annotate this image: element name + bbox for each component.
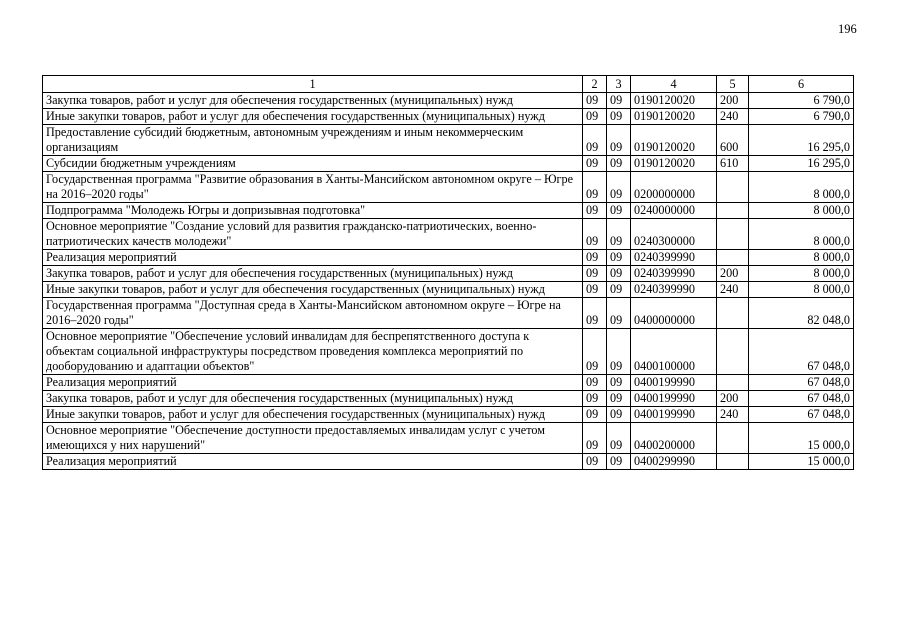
row-name: Реализация мероприятий xyxy=(43,454,583,470)
row-code-expense-type: 600 xyxy=(717,125,749,156)
table-header-row xyxy=(43,76,854,93)
row-code-subsection: 09 xyxy=(607,282,631,298)
page-number: 196 xyxy=(838,22,857,36)
table-body xyxy=(43,93,854,470)
table-row xyxy=(43,250,854,266)
row-amount: 8 000,0 xyxy=(749,250,854,266)
row-name: Основное мероприятие "Обеспечение условий инвалидам для беспрепятственного доступа к объектам социальной инфраструктуры посредством проведения комплекса мероприятий по дооборудованию и адаптации объектов" xyxy=(43,329,583,375)
row-code-expense-type xyxy=(717,250,749,266)
row-code-target: 0240399990 xyxy=(631,250,717,266)
row-amount: 6 790,0 xyxy=(749,93,854,109)
table-row xyxy=(43,282,854,298)
row-name: Государственная программа "Развитие образования в Ханты-Мансийском автономном округе – Югре на 2016–2020 годы" xyxy=(43,172,583,203)
row-amount: 8 000,0 xyxy=(749,203,854,219)
row-code-target: 0190120020 xyxy=(631,93,717,109)
column-header-1: 1 xyxy=(43,76,583,93)
row-code-target: 0400200000 xyxy=(631,423,717,454)
row-code-expense-type: 200 xyxy=(717,93,749,109)
row-code-section: 09 xyxy=(583,454,607,470)
row-code-expense-type: 240 xyxy=(717,109,749,125)
table-row xyxy=(43,407,854,423)
row-name: Подпрограмма "Молодежь Югры и допризывная подготовка" xyxy=(43,203,583,219)
row-code-expense-type xyxy=(717,454,749,470)
row-name: Закупка товаров, работ и услуг для обеспечения государственных (муниципальных) нужд xyxy=(43,93,583,109)
row-code-section: 09 xyxy=(583,391,607,407)
column-header-2: 2 xyxy=(583,76,607,93)
table-row xyxy=(43,375,854,391)
row-code-section: 09 xyxy=(583,219,607,250)
row-code-section: 09 xyxy=(583,423,607,454)
row-code-section: 09 xyxy=(583,109,607,125)
row-code-section: 09 xyxy=(583,329,607,375)
row-code-section: 09 xyxy=(583,125,607,156)
budget-table xyxy=(42,75,854,470)
row-code-subsection: 09 xyxy=(607,156,631,172)
row-name: Основное мероприятие "Создание условий для развития гражданско-патриотических, военно-патриотических качеств молодежи" xyxy=(43,219,583,250)
row-amount: 67 048,0 xyxy=(749,391,854,407)
row-name: Закупка товаров, работ и услуг для обеспечения государственных (муниципальных) нужд xyxy=(43,391,583,407)
row-code-expense-type xyxy=(717,203,749,219)
row-code-section: 09 xyxy=(583,282,607,298)
table-row xyxy=(43,156,854,172)
row-code-section: 09 xyxy=(583,375,607,391)
row-code-expense-type xyxy=(717,172,749,203)
column-header-4: 4 xyxy=(631,76,717,93)
row-code-expense-type xyxy=(717,298,749,329)
row-amount: 82 048,0 xyxy=(749,298,854,329)
row-code-target: 0200000000 xyxy=(631,172,717,203)
row-amount: 67 048,0 xyxy=(749,407,854,423)
row-code-expense-type: 240 xyxy=(717,407,749,423)
row-code-expense-type: 200 xyxy=(717,391,749,407)
row-code-section: 09 xyxy=(583,250,607,266)
row-code-subsection: 09 xyxy=(607,298,631,329)
row-name: Предоставление субсидий бюджетным, автономным учреждениям и иным некоммерческим организациям xyxy=(43,125,583,156)
row-code-subsection: 09 xyxy=(607,109,631,125)
row-name: Иные закупки товаров, работ и услуг для обеспечения государственных (муниципальных) нужд xyxy=(43,282,583,298)
row-name: Иные закупки товаров, работ и услуг для обеспечения государственных (муниципальных) нужд xyxy=(43,109,583,125)
table-row xyxy=(43,266,854,282)
row-code-target: 0240000000 xyxy=(631,203,717,219)
row-code-subsection: 09 xyxy=(607,454,631,470)
row-code-target: 0400000000 xyxy=(631,298,717,329)
row-code-target: 0240399990 xyxy=(631,282,717,298)
column-header-5: 5 xyxy=(717,76,749,93)
table-row xyxy=(43,172,854,203)
row-code-subsection: 09 xyxy=(607,375,631,391)
row-code-section: 09 xyxy=(583,156,607,172)
row-name: Реализация мероприятий xyxy=(43,375,583,391)
row-code-subsection: 09 xyxy=(607,93,631,109)
row-code-expense-type xyxy=(717,329,749,375)
row-amount: 6 790,0 xyxy=(749,109,854,125)
row-amount: 15 000,0 xyxy=(749,454,854,470)
row-code-subsection: 09 xyxy=(607,172,631,203)
row-name: Иные закупки товаров, работ и услуг для обеспечения государственных (муниципальных) нужд xyxy=(43,407,583,423)
row-code-target: 0400299990 xyxy=(631,454,717,470)
row-code-section: 09 xyxy=(583,93,607,109)
row-amount: 8 000,0 xyxy=(749,219,854,250)
row-code-subsection: 09 xyxy=(607,423,631,454)
row-name: Реализация мероприятий xyxy=(43,250,583,266)
row-amount: 8 000,0 xyxy=(749,172,854,203)
row-code-target: 0400199990 xyxy=(631,407,717,423)
row-code-target: 0240300000 xyxy=(631,219,717,250)
row-name: Основное мероприятие "Обеспечение доступности предоставляемых инвалидам услуг с учетом имеющихся у них нарушений" xyxy=(43,423,583,454)
row-code-expense-type xyxy=(717,423,749,454)
row-code-section: 09 xyxy=(583,266,607,282)
column-header-6: 6 xyxy=(749,76,854,93)
row-amount: 8 000,0 xyxy=(749,282,854,298)
row-code-subsection: 09 xyxy=(607,125,631,156)
row-code-subsection: 09 xyxy=(607,250,631,266)
row-amount: 67 048,0 xyxy=(749,375,854,391)
row-code-target: 0400199990 xyxy=(631,391,717,407)
row-code-expense-type xyxy=(717,375,749,391)
row-code-subsection: 09 xyxy=(607,219,631,250)
row-code-subsection: 09 xyxy=(607,266,631,282)
row-code-section: 09 xyxy=(583,407,607,423)
row-name: Закупка товаров, работ и услуг для обеспечения государственных (муниципальных) нужд xyxy=(43,266,583,282)
table-row xyxy=(43,219,854,250)
column-header-3: 3 xyxy=(607,76,631,93)
row-code-expense-type: 610 xyxy=(717,156,749,172)
row-code-section: 09 xyxy=(583,172,607,203)
table-row xyxy=(43,423,854,454)
table-row xyxy=(43,125,854,156)
row-code-expense-type xyxy=(717,219,749,250)
row-code-target: 0190120020 xyxy=(631,125,717,156)
table-row xyxy=(43,203,854,219)
row-code-subsection: 09 xyxy=(607,407,631,423)
table-row xyxy=(43,329,854,375)
row-amount: 67 048,0 xyxy=(749,329,854,375)
table-row xyxy=(43,109,854,125)
table-row xyxy=(43,298,854,329)
row-code-subsection: 09 xyxy=(607,203,631,219)
row-code-subsection: 09 xyxy=(607,391,631,407)
row-code-subsection: 09 xyxy=(607,329,631,375)
table-row xyxy=(43,93,854,109)
row-code-expense-type: 240 xyxy=(717,282,749,298)
row-code-section: 09 xyxy=(583,203,607,219)
row-code-target: 0190120020 xyxy=(631,156,717,172)
row-code-section: 09 xyxy=(583,298,607,329)
table-row xyxy=(43,454,854,470)
row-amount: 15 000,0 xyxy=(749,423,854,454)
row-code-target: 0400100000 xyxy=(631,329,717,375)
row-code-target: 0190120020 xyxy=(631,109,717,125)
row-name: Государственная программа "Доступная среда в Ханты-Мансийском автономном округе – Югре на 2016–2020 годы" xyxy=(43,298,583,329)
row-amount: 16 295,0 xyxy=(749,156,854,172)
row-code-target: 0400199990 xyxy=(631,375,717,391)
row-code-expense-type: 200 xyxy=(717,266,749,282)
table-row xyxy=(43,391,854,407)
row-amount: 8 000,0 xyxy=(749,266,854,282)
row-name: Субсидии бюджетным учреждениям xyxy=(43,156,583,172)
row-code-target: 0240399990 xyxy=(631,266,717,282)
row-amount: 16 295,0 xyxy=(749,125,854,156)
